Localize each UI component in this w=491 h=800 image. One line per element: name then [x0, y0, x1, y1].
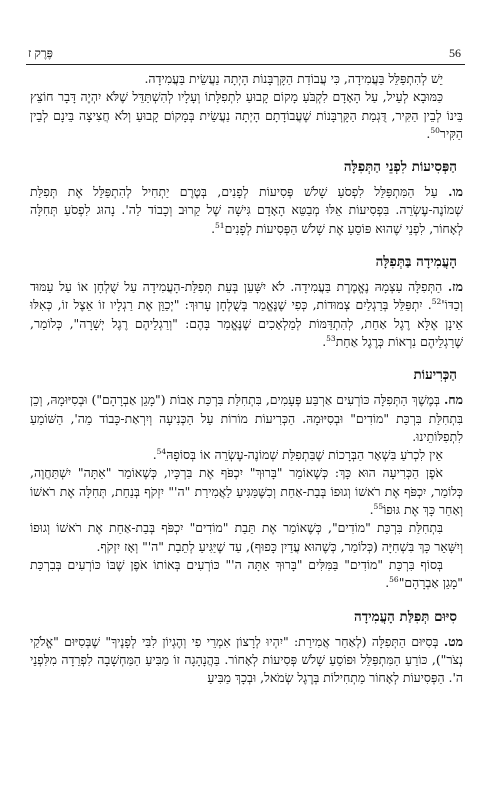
- footnote-marker: 55: [373, 501, 384, 511]
- paragraph-text-tail: .: [385, 575, 390, 591]
- paragraph-text-tail: .: [322, 333, 327, 349]
- paragraph: [30, 278, 463, 351]
- paragraph: [30, 88, 463, 143]
- paragraph-text-tail: . יִתְפַּלֵּל בְּרַגְלַיִם צְמוּדוֹת, כְּפִי שֶׁנֶּאֱמַר בְּשֻׁלְחָן עָרוּךְ: "יְכַוֵּן אֶת רַגְלָיו זוֹ אֵצֶל זוֹ, כְּאִלּוּ אֵינָן אֶלָּא רֶגֶל אַחַת, לְהִתְדַּמּוֹת לְמַלְאָכִים שֶׁנֶּאֱמַר בָּהֶם: "וְרַגְלֵיהֶם רֶגֶל יְשָׁרָה", כְּלוֹמַר, שֶׁרַגְלֵיהֶם נִרְאוֹת כְּרֶגֶל אַחַת: [30, 297, 463, 349]
- paragraph: [30, 183, 463, 238]
- paragraph-number: מז.: [447, 279, 463, 295]
- paragraph-text-tail: .: [369, 502, 374, 518]
- paragraph-text-tail: .: [152, 447, 157, 463]
- paragraph: [30, 519, 463, 556]
- paragraph-text: בְּסִיּוּם הַתְּפִלָּה (לְאַחַר אֲמִירַת: "יִהְיוּ לְרָצוֹן אִמְרֵי פִי וְהֶגְיוֹן לִבִּי לְפָנֶיךָ" שֶׁבְּסִיּוּם "אֱלֹקַי נְצֹר"), כּוֹרֵעַ הַמִּתְפַּלֵּל וּפוֹסֵעַ שָׁלֹשׁ פְּסִיעוֹת לְאָחוֹר. בַּהֲנָהָגָה זוֹ מַבִּיעַ הַמַּחְשָׁבָה לִפְרֵדָה מִלִּפְנֵי ה'. הַפְּסִיעוֹת לְאָחוֹר מַתְחִילוֹת בְּרֶגֶל שְׂמֹאל, וּבְכָךְ מַבִּיעַ: [30, 633, 463, 686]
- paragraph-text: בְּמֶשֶׁךְ הַתְּפִלָּה כּוֹרְעִים אַרְבַּע פְּעָמִים, בִּתְחִלַּת בִּרְכַּת אָבוֹת ("מָגֵן אַבְרָהָם") וּבְסִיּוּמָהּ, וְכֵן בִּתְחִלַּת בִּרְכַּת "מוֹדִים" וּבְסִיּוּמָהּ. הַכְּרִיעוֹת מוֹרוֹת עַל הַכְּנִיעָה וְיִרְאַת-כָּבוֹד מֵה', הַשּׁוֹמֵעַ לִתְפִלּוֹתֵינוּ.: [30, 392, 463, 444]
- footnote-marker: 50: [430, 125, 440, 135]
- paragraph-text: אֵין לִכְרֹעַ בִּשְׁאָר הַבְּרָכוֹת שֶׁבִּתְפִלַּת שְׁמוֹנֶה-עֶשְׂרֵה אוֹ בְּסוֹפָהּ: [166, 447, 443, 463]
- paragraph-number: מט.: [443, 633, 463, 649]
- paragraph-text-tail: .: [426, 125, 431, 141]
- footnote-marker: 52: [431, 297, 442, 307]
- paragraph: [30, 446, 463, 464]
- paragraph-text-tail: .: [211, 220, 216, 236]
- paragraph-text: עַל הַמִּתְפַּלֵּל לִפְסֹעַ שָׁלֹשׁ פְּסִיעוֹת לְפָנִים, בְּטֶרֶם יַתְחִיל לְהִתְפַּלֵּל אֶת תְּפִלַּת שְׁמוֹנֶה-עֶשְׂרֵה. בִּפְסִיעוֹת אֵלּוּ מְבַטֵּא הָאָדָם גִּישָׁה שֶׁל קֵרוּב וְכָבוֹד לַה'. נָהוּג לִפְסֹעַ תְּחִלָּה לְאָחוֹר, לִפְנֵי שֶׁהוּא פּוֹסֵעַ אֶת שָׁלֹשׁ הַפְּסִיעוֹת לְפָנִים: [30, 184, 463, 236]
- paragraph-text: בִּתְחִלַּת בִּרְכַּת "מוֹדִים", כְּשֶׁאוֹמֵר אֶת תֵּבַת "מוֹדִים" יִכְפֹּף בְּבַת-אַחַת אֶת רֹאשׁוֹ וְגוּפוֹ וְיִשָּׁאֵר כָּךְ בִּשְׁחִיָּה (כְּלוֹמַר, כְּשֶׁהוּא עֲדַיִן כָּפוּף), עַד שֶׁיַּגִּיעַ לְתֵבַת "ה'" וְאָז יִזְקֹף.: [30, 520, 463, 554]
- page-number: 56: [449, 46, 461, 60]
- paragraph: [30, 391, 463, 446]
- paragraph-text: אֹפֶן הַכְּרִיעָה הוּא כָּךְ: כְּשֶׁאוֹמֵר "בָּרוּךְ" יִכְפֹּף אֶת בִּרְכָּיו, כְּשֶׁאוֹמֵר "אַתָּה" יִשְׁתַּחֲוֶה, כְּלוֹמַר, יִכְפֹּף אֶת רֹאשׁוֹ וְגוּפוֹ בְּבַת-אַחַת וְכִשֶּׁמַּגִּיעַ לַאֲמִירַת "ה'" יִזְקֹף בְּנַחַת, תְּחִלָּה אֶת רֹאשׁוֹ וְאַחַר כָּךְ אֶת גּוּפוֹ: [30, 465, 463, 518]
- page-body: [30, 70, 463, 687]
- paragraph: [30, 70, 463, 88]
- paragraph-text: כַּמּוּבָא לְעֵיל, עַל הָאָדָם לִקְבֹּעַ מָקוֹם קָבוּעַ לִתְפִלָּתוֹ וְעָלָיו לְהִשְׁתַּדֵּל שֶׁלֹּא יִהְיֶה דָּבָר חוֹצֵץ בֵּינוֹ לְבֵין הַקִּיר, דֻּגְמַת הַקָּרְבָּנוֹת שֶׁעֲבוֹדָתָם הָיְתָה נַעֲשֵׂית בְּמָקוֹם קָבוּעַ וְלֹא חֲצִיצָה בֵּינָם לְבֵין הַקִּיר: [30, 89, 463, 141]
- footnote-marker: 53: [326, 333, 336, 343]
- paragraph: [30, 633, 463, 688]
- footnote-marker: 54: [156, 447, 167, 457]
- paragraph-number: מו.: [448, 184, 463, 200]
- paragraph: [30, 464, 463, 519]
- section-heading: סִיּוּם תְּפִלַּת הָעֲמִידָה: [354, 608, 457, 625]
- section-heading: הָעֲמִידָה בַּתְּפִלָּה: [375, 254, 457, 271]
- paragraph-text: יֵשׁ לְהִתְפַּלֵּל בַּעֲמִידָה, כִּי עֲבוֹדַת הַקָּרְבָּנוֹת הָיְתָה נַעֲשֵׂית בַּעֲמִידָה.: [144, 71, 443, 86]
- paragraph: [30, 556, 463, 593]
- section-heading: הַפְּסִיעוֹת לִפְנֵי הַתְּפִלָּה: [343, 159, 457, 176]
- paragraph-text: הַתְּפִלָּה עַצְמָהּ נֶאֱמֶרֶת בַּעֲמִידָה. לֹא יִשָּׁעֵן בְּעֵת תְּפִלַּת-הָעֲמִידָה עַל שֻׁלְחָן אוֹ עַל עַמּוּד וְכַדּוֹ': [30, 279, 463, 313]
- footnote-marker: 56: [389, 575, 399, 585]
- section-heading: הַכְּרִיעוֹת: [413, 367, 457, 384]
- paragraph-text: בְּסוֹף בִּרְכַּת "מוֹדִים" בַּמִּלִּים "בָּרוּךְ אַתָּה ה'" כּוֹרְעִים בְּאוֹתוֹ אֹפֶן שֶׁבּוֹ כּוֹרְעִים בְּבִרְכַּת "מָגֵן אַבְרָהָם": [30, 556, 463, 591]
- footnote-marker: 51: [215, 220, 225, 230]
- header-rule: [26, 64, 465, 65]
- paragraph-number: מח.: [443, 392, 463, 408]
- chapter-header: פֶּרֶק ז: [28, 46, 53, 60]
